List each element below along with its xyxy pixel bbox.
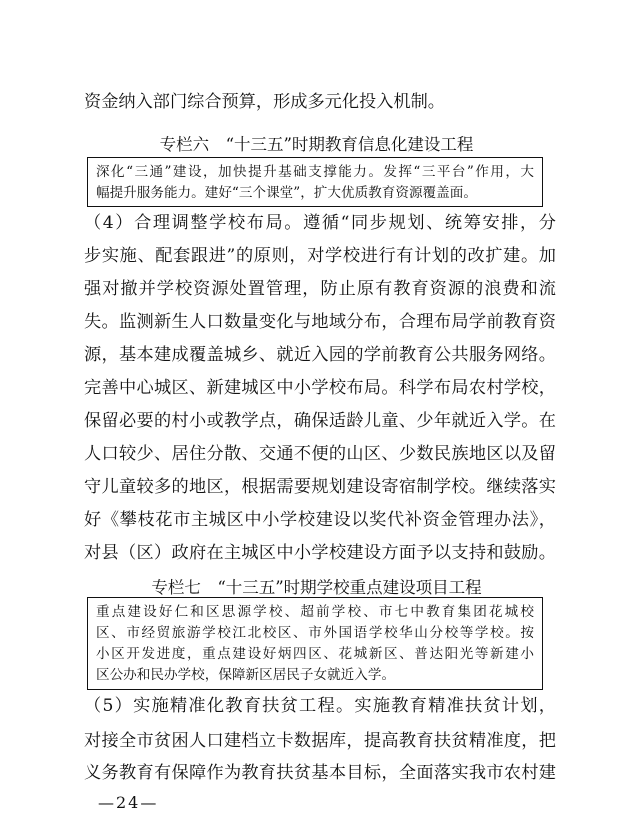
intro-line: 资金纳入部门综合预算，形成多元化投入机制。 (84, 92, 445, 112)
column6-box-line: 深化“三通”建设，加快提升基础支撑能力。发挥“三平台”作用，大 (96, 164, 534, 180)
paragraph-5-line: 义务教育有保障作为教育扶贫基本目标，全面落实我市农村建 (84, 763, 556, 783)
paragraph-5-line: （5）实施精准化教育扶贫工程。实施教育精准扶贫计划， (84, 696, 556, 716)
column7-box-line: 小区开发进度，重点建设好炳四区、花城新区、普达阳光等新建小 (96, 646, 534, 662)
column6-box-line: 幅提升服务能力。建好“三个课堂”，扩大优质教育资源覆盖面。 (96, 185, 477, 201)
paragraph-4-line: 失。监测新生人口数量变化与地域分布，合理布局学前教育资 (84, 312, 556, 332)
paragraph-4-line: 强对撤并学校资源处置管理，防止原有教育资源的浪费和流 (84, 279, 556, 299)
paragraph-4-line: （4）合理调整学校布局。遵循“同步规划、统筹安排，分 (84, 213, 556, 233)
paragraph-4-line: 守儿童较多的地区，根据需要规划建设寄宿制学校。继续落实 (84, 477, 556, 497)
column6-box (87, 157, 543, 207)
column7-box (87, 597, 543, 690)
paragraph-4-line: 完善中心城区、新建城区中小学校布局。科学布局农村学校， (84, 378, 556, 398)
paragraph-4-line: 对县（区）政府在主城区中小学校建设方面予以支持和鼓励。 (84, 543, 556, 563)
paragraph-5-line: 对接全市贫困人口建档立卡数据库，提高教育扶贫精准度，把 (84, 731, 556, 751)
column7-title: 专栏七 “十三五”时期学校重点建设项目工程 (151, 578, 482, 597)
paragraph-4-line: 人口较少、居住分散、交通不便的山区、少数民族地区以及留 (84, 444, 556, 464)
column6-title: 专栏六 “十三五”时期教育信息化建设工程 (159, 135, 474, 154)
page-number: —24— (98, 793, 159, 812)
paragraph-4-line: 步实施、配套跟进”的原则，对学校进行有计划的改扩建。加 (84, 246, 556, 266)
paragraph-4-line: 保留必要的村小或教学点，确保适龄儿童、少年就近入学。在 (84, 411, 556, 431)
paragraph-4-line: 源，基本建成覆盖城乡、就近入园的学前教育公共服务网络。 (84, 345, 556, 365)
column7-box-line: 重点建设好仁和区思源学校、超前学校、市七中教育集团花城校 (96, 604, 534, 620)
column7-box-line: 区公办和民办学校，保障新区居民子女就近入学。 (96, 667, 396, 683)
column7-box-line: 区、市经贸旅游学校江北校区、市外国语学校华山分校等学校。按 (96, 625, 534, 641)
paragraph-4-line: 好《攀枝花市主城区中小学校建设以奖代补资金管理办法》， (84, 510, 556, 530)
